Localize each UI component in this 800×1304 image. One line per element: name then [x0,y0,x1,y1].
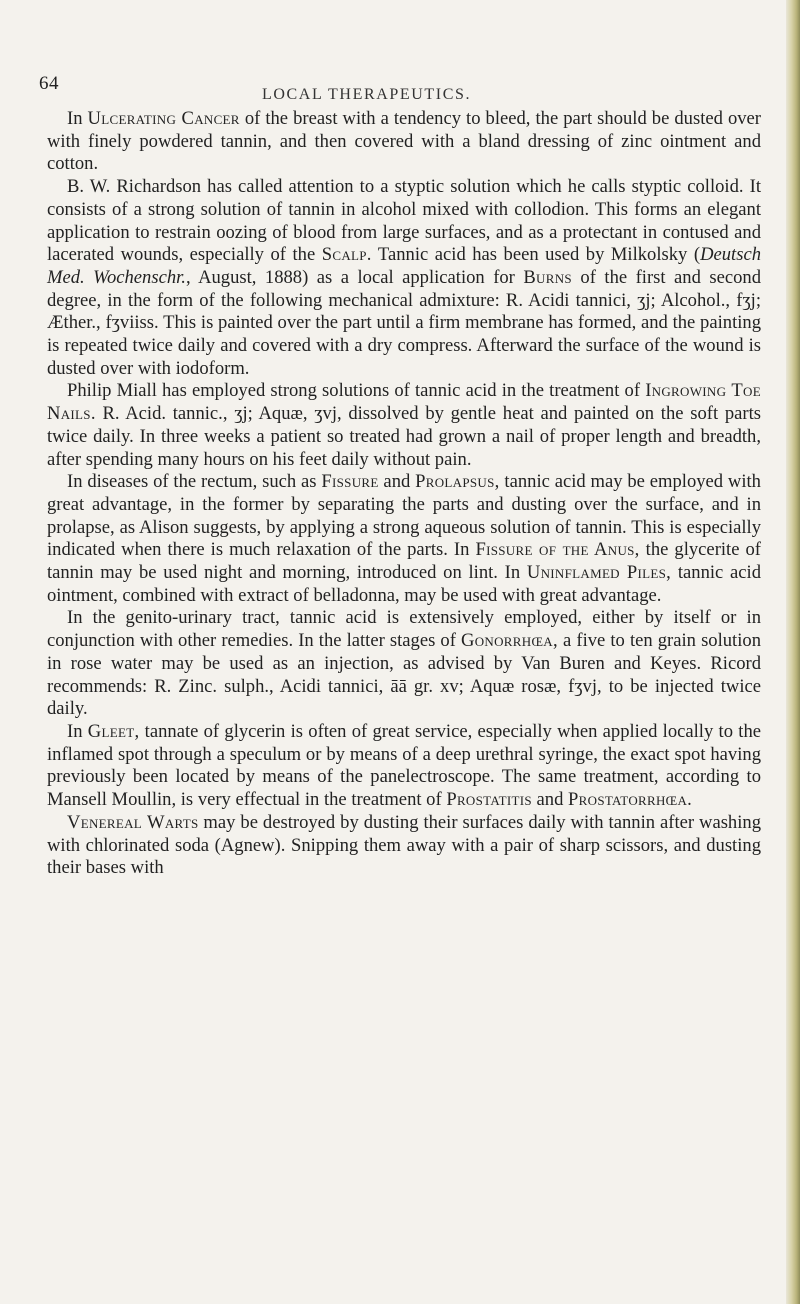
page-edge [786,0,800,1304]
text-run: and [531,789,569,811]
paragraph-ingrowing-toe-nails [47,380,761,471]
text-run: In [67,108,88,129]
text-run: of the breast with a tendency to bleed, the part should be dusted over with finely powdered tannin, and then covered with a bland dressing of zinc ointment and cotton. [47,108,762,175]
topic-heading: Venereal Warts [67,811,199,833]
paragraph-styptic-colloid [47,176,761,380]
topic-heading: Uninflamed Piles, [526,562,672,584]
topic-heading: Prolapsus, [415,471,500,493]
text-run: of the first and second degree, in the form of the following mechanical admixture: R. Acidi tannici, ʒj; Alcohol., fʒj; Æther., fʒviiss. This is painted over the part until a firm membrane has formed, and the painting is repeated twice daily and covered with a dry compress. Afterward the surface of the wound is dusted over with iodoform. [47,266,761,379]
topic-heading: Ingrowing Toe Nails. [47,380,761,425]
topic-heading: Fissure [321,471,379,493]
text-run: B. W. Richardson has called attention to a styptic solution which he calls styptic colloid. It consists of a strong solution of tannin in alcohol mixed with collodion. This forms an elegant application to restrain oozing of blood from large surfaces, and as a protectant in contused and lacerated wounds, especially of the [47,176,761,266]
text-run: Philip Miall has employed strong solutions of tannic acid in the treatment of [67,380,646,402]
paragraph-gleet [47,721,761,812]
topic-heading: Gleet, [87,720,140,742]
text-run: In the genito-urinary tract, tannic acid is extensively employed, either by itself or in conjunction with other remedies. In the latter stages of [47,607,761,652]
text-run: may be destroyed by dusting their surfaces daily with tannin after washing with chlorinated soda (Agnew). Snipping them away with a pair of sharp scissors, and dusting their bases with [47,811,761,879]
topic-heading: Gonorrhœa, [461,630,558,652]
text-run: and [378,471,416,493]
text-run: , August, 1888) as a local application for [185,266,524,288]
text-run: In [67,720,88,742]
topic-heading: Prostatorrhœa. [568,789,693,811]
text-run: the glycerite of tannin may be used night and morning, introduced on lint. In [47,539,761,584]
paragraph-venereal-warts [47,812,761,880]
topic-heading: Prostatitis [446,789,532,811]
paragraph-genito-urinary [47,607,761,721]
topic-heading: Fissure of the Anus, [475,539,640,561]
topic-heading: Ulcerating Cancer [87,108,240,129]
text-run: R. Acid. tannic., ʒj; Aquæ, ʒvj, dissolved by gentle heat and painted on the soft parts twice daily. In three weeks a patient so treated had grown a nail of proper length and breadth, after spending many hours on his feet daily without pain. [47,403,761,470]
page-number: 64 [39,73,59,94]
text-run: Tannic acid has been used by Milkolsky ( [371,244,701,266]
topic-heading: Burns [523,266,572,288]
topic-heading: Scalp. [321,244,372,266]
journal-citation: Deutsch Med. Wochenschr. [47,244,761,288]
text-run: a five to ten grain solution in rose water may be used as an injection, as advised by Van Buren and Keyes. Ricord recommends: R. Zinc. sulph., Acidi tannici, āā gr. xv; Aquæ rosæ, fʒvj, to be injected twice daily. [47,630,761,720]
text-body [47,108,761,880]
running-title: LOCAL THERAPEUTICS. [262,86,472,103]
text-run: tannate of glycerin is often of great service, especially when applied locally to the inflamed spot through a speculum or by means of a deep urethral syringe, the exact spot having previously been located by means of the panelectroscope. The same treatment, according to Mansell Moullin, is very effectual in the treatment of [47,720,761,811]
text-run: tannic acid may be employed with great advantage, in the former by separating the parts and dusting over the surface, and in prolapse, as Alison suggests, by applying a strong aqueous solution of tannin. This is especially indicated when there is much relaxation of the parts. In [47,471,761,561]
text-run: tannic acid ointment, combined with extract of belladonna, may be used with great advantage. [47,562,761,606]
paragraph-rectum [47,471,761,607]
text-run: In diseases of the rectum, such as [67,471,322,493]
paragraph-ulcerating-cancer [47,108,761,176]
